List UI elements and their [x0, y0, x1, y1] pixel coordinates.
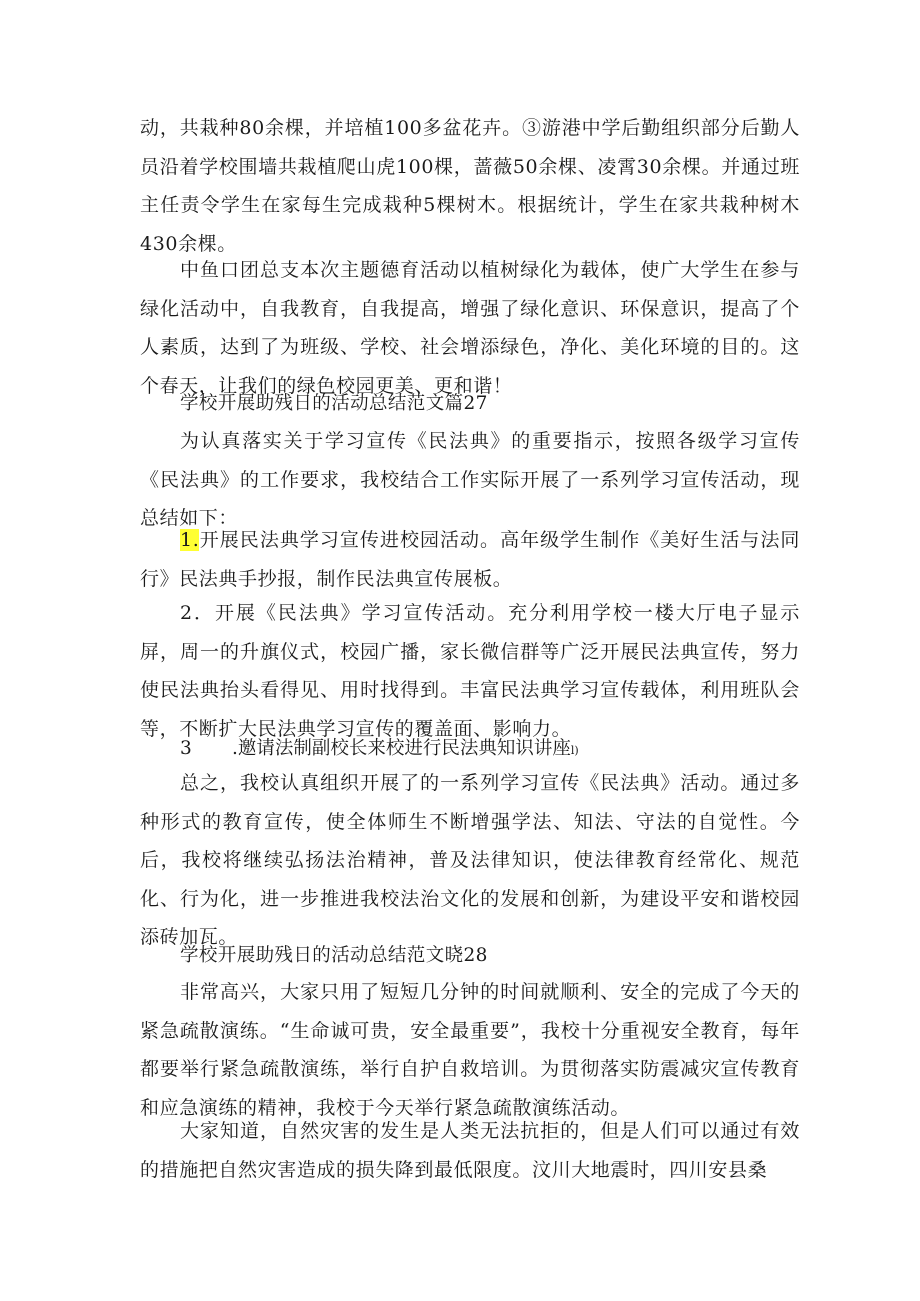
- heading-article-27: 学校开展助残日的活动总结范文篇27: [180, 393, 488, 414]
- list-item-3-text: .邀请法制副校长来校进行民法典知识讲座: [232, 738, 571, 759]
- paragraph-civil-code-intro: 为认真落实关于学习宣传《民法典》的重要指示，按照各级学习宣传《民法典》的工作要求，我校结合工作实际开展了一系列学习宣传活动，现总结如下：: [140, 430, 800, 529]
- heading-article-28: 学校开展助残日的活动总结范文晓28: [180, 945, 488, 966]
- paragraph-greening-summary: 中鱼口团总支本次主题德育活动以植树绿化为载体，使广大学生在参与绿化活动中，自我教育，自我提高，增强了绿化意识、环保意识，提高了个人素质，达到了为班级、学校、社会增添绿色，净化、美化环境的目的。这个春天，让我们的绿色校园更美、更和谐！: [140, 259, 800, 397]
- paragraph-conclusion: 总之，我校认真组织开展了的一系列学习宣传《民法典》活动。通过多种形式的教育宣传，使全体师生不断增强学法、知法、守法的自觉性。今后，我校将继续弘扬法治精神，普及法律知识，使法律教育经常化、规范化、行为化，进一步推进我校法治文化的发展和创新，为建设平安和谐校园添砖加瓦。: [140, 772, 800, 948]
- paragraph-tree-planting-stats: 动，共栽种80余棵，并培植100多盆花卉。③游港中学后勤组织部分后勤人员沿着学校围墙共栽植爬山虎100棵，蔷薇50余棵、凌霄30余棵。并通过班主任责令学生在家每生完成栽种5棵树木。根据统计，学生在家共栽种树木430余棵。: [140, 117, 800, 255]
- paragraph-evacuation-drill: 非常高兴，大家只用了短短几分钟的时间就顺利、安全的完成了今天的紧急疏散演练。“生命诚可贵，安全最重要”，我校十分重视安全教育，每年都要举行紧急疏散演练，举行自护自救培训。为贯彻落实防震减灾宣传教育和应急演练的精神，我校于今天举行紧急疏散演练活动。: [140, 981, 800, 1119]
- list-item-2: 2．开展《民法典》学习宣传活动。充分利用学校一楼大厅电子显示屏，周一的升旗仪式，校园广播，家长微信群等广泛开展民法典宣传，努力使民法典抬头看得见、用时找得到。丰富民法典学习宣传载体，利用班队会等，不断扩大民法典学习宣传的覆盖面、影响力。: [140, 602, 800, 740]
- list-item-3-mark: l): [570, 744, 579, 757]
- paragraph-natural-disasters: 大家知道，自然灾害的发生是人类无法抗拒的，但是人们可以通过有效的措施把自然灾害造成的损失降到最低限度。汶川大地震时，四川安县桑: [140, 1120, 800, 1181]
- list-item-1: [140, 521, 800, 598]
- list-item-3-number: 3: [180, 738, 192, 759]
- highlighted-item-number: 1.: [180, 529, 200, 551]
- list-item-1-text: 开展民法典学习宣传进校园活动。高年级学生制作《美好生活与法同行》民法典手抄报，制作民法典宣传展板。: [140, 529, 800, 590]
